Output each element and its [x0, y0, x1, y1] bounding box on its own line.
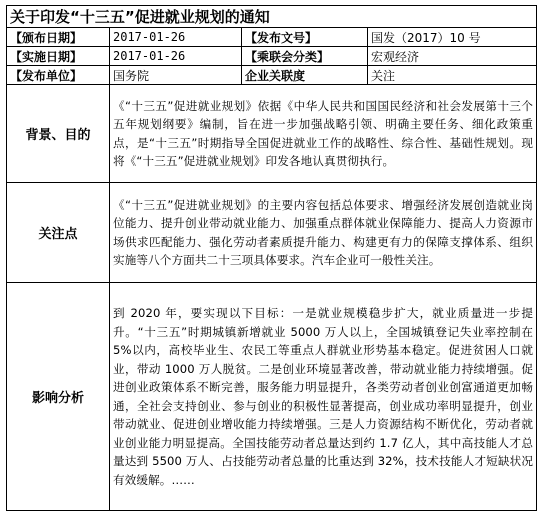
relevance-value: 关注	[368, 66, 537, 85]
publish-date-label: 【颁布日期】	[7, 28, 110, 47]
background-label: 背景、目的	[7, 85, 110, 183]
focus-text: 《“十三五”促进就业规划》的主要内容包括总体要求、增强经济发展创造就业岗位能力、提升创业带动就业能力、加强重点群体就业保障能力、提高人力资源市场供求匹配能力、强化劳动者素质提升能力、构建更有力的保障支撑体系、组织实施等八个方面共二十三项具体要求。汽车企业可一般性关注。	[110, 183, 537, 283]
publisher-label: 【发布单位】	[7, 66, 110, 85]
focus-label: 关注点	[7, 183, 110, 283]
impact-text: 到 2020 年，要实现以下目标：一是就业规模稳步扩大，就业质量进一步提升。“十三五”时期城镇新增就业 5000 万人以上，全国城镇登记失业率控制在 5%以内，高校毕业生、农民工等重点人群就业形势基本稳定。促进贫困人口就业，带动 1000 万人脱贫。二是创业环境显著改善，带动就业能力持续增强。促进创业政策体系不断完善，服务能力明显提升，各类劳动者创业创富通道更加畅通，全社会支持创业、参与创业的积极性显著提高，创业成功率明显提升，创业带动就业、促进创业增收能力持续增强。三是人力资源结构不断优化，劳动者就业创业能力明显提高。全国技能劳动者总量达到约 1.7 亿人，其中高技能人才总量达到 5500 万人、占技能劳动者总量的比重达到 32%，技术技能人才短缺状况有效缓解。……	[110, 283, 537, 511]
document-title: 关于印发“十三五”促进就业规划的通知	[7, 6, 537, 28]
publish-date-value: 2017-01-26	[110, 28, 242, 47]
policy-summary-table	[6, 5, 537, 511]
category-label: 【乘联会分类】	[242, 47, 368, 66]
impact-label: 影响分析	[7, 283, 110, 511]
category-value: 宏观经济	[368, 47, 537, 66]
relevance-label: 企业关联度	[242, 66, 368, 85]
publisher-value: 国务院	[110, 66, 242, 85]
background-text: 《“十三五”促进就业规划》依据《中华人民共和国国民经济和社会发展第十三个五年规划纲要》编制，旨在进一步加强战略引领、明确主要任务、细化政策重点，是“十三五”时期指导全国促进就业工作的战略性、综合性、基础性规划。现将《“十三五”促进就业规划》印发各地认真贯彻执行。	[110, 85, 537, 183]
doc-number-label: 【发布文号】	[242, 28, 368, 47]
effective-date-label: 【实施日期】	[7, 47, 110, 66]
doc-number-value: 国发（2017）10 号	[368, 28, 537, 47]
effective-date-value: 2017-01-26	[110, 47, 242, 66]
